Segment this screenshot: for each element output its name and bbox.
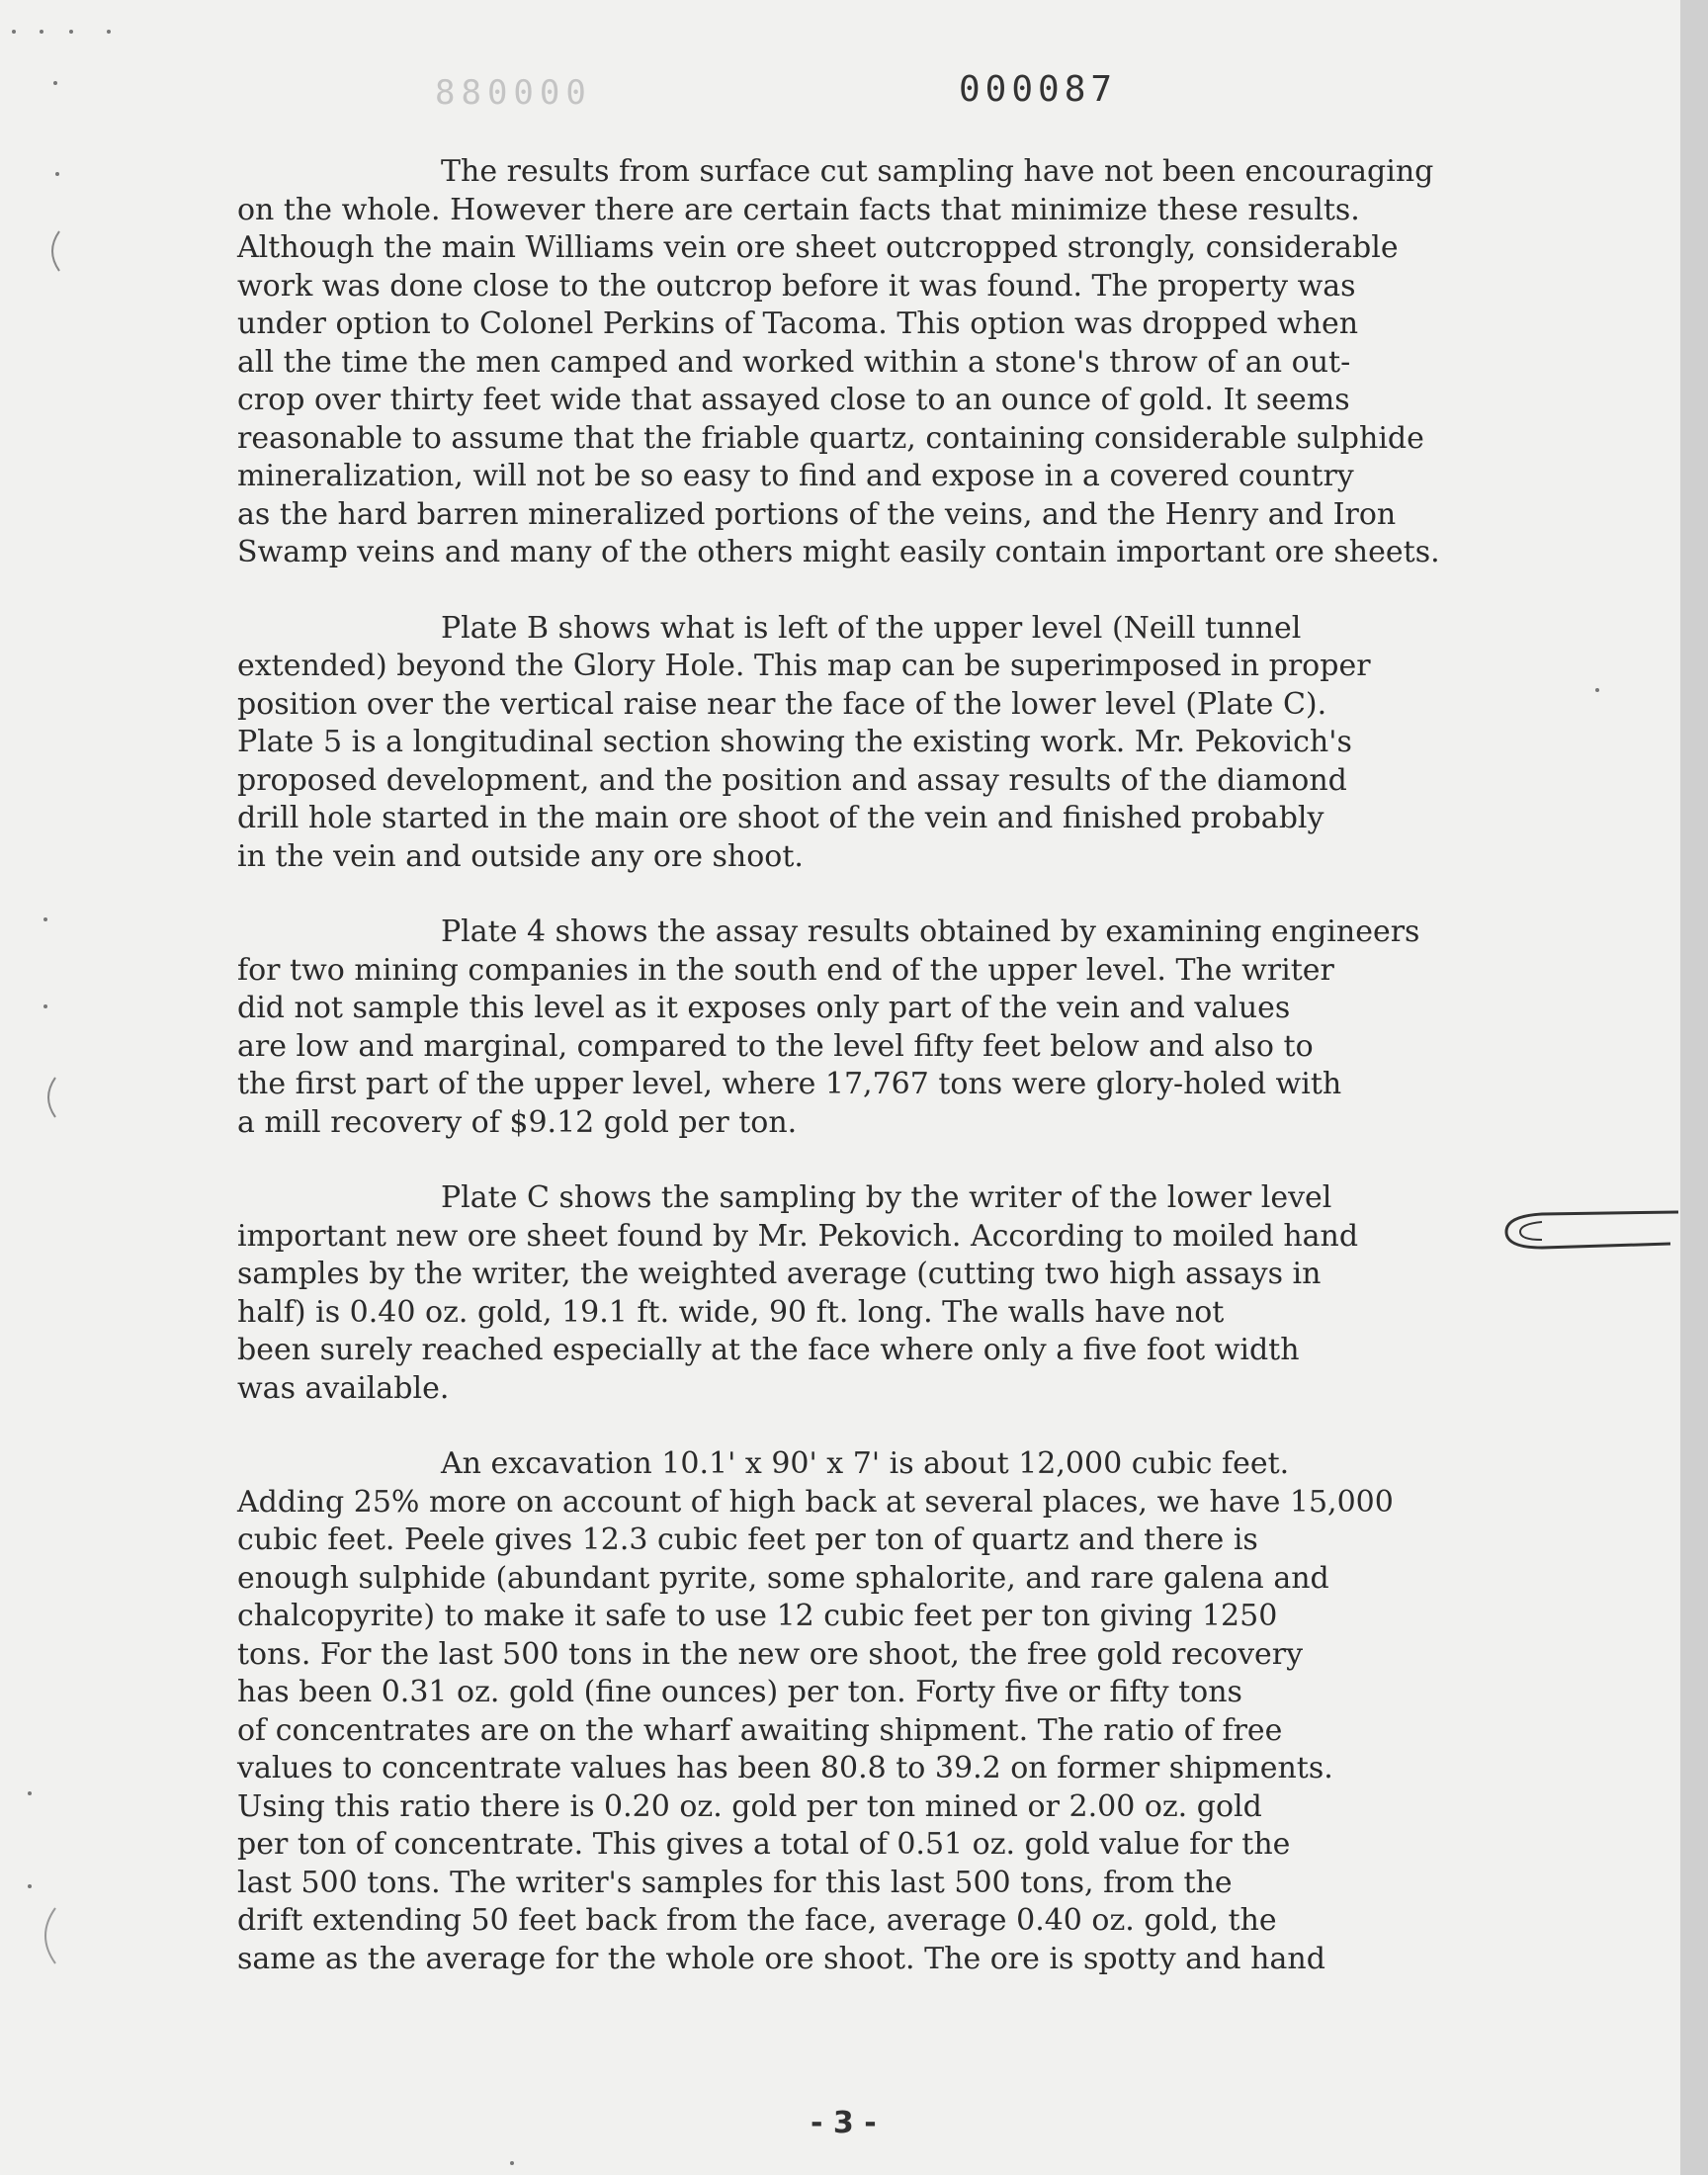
text-line: important new ore sheet found by Mr. Pekovich. According to moiled hand [237, 1218, 1359, 1254]
text-line: drill hole started in the main ore shoot of the vein and finished probably [237, 801, 1324, 835]
text-line: samples by the writer, the weighted average (cutting two high assays in [237, 1257, 1322, 1291]
text-line: been surely reached especially at the face where only a five foot width [237, 1333, 1300, 1367]
text-line: per ton of concentrate. This gives a total of 0.51 oz. gold value for the [237, 1827, 1291, 1862]
scan-speck [43, 917, 47, 921]
text-line: values to concentrate values has been 80.8 to 39.2 on former shipments. [237, 1751, 1333, 1785]
scan-speck [107, 30, 111, 34]
text-line: in the vein and outside any ore shoot. [237, 838, 804, 874]
text-line: The results from surface cut sampling have not been encouraging [441, 154, 1434, 189]
scan-speck [28, 1791, 32, 1795]
hole-punch-mark [34, 1906, 61, 1965]
text-line: last 500 tons. The writer's samples for this last 500 tons, from the [237, 1865, 1233, 1900]
text-line: mineralization, will not be so easy to find and expose in a covered country [237, 459, 1354, 493]
paragraph-plate-4 [237, 914, 1601, 1142]
text-line: proposed development, and the position and assay results of the diamond [237, 762, 1347, 798]
scan-speck [69, 30, 73, 34]
scan-speck [510, 2161, 514, 2165]
paper-clip-mark [1502, 1208, 1680, 1256]
text-line: chalcopyrite) to make it safe to use 12 cubic feet per ton giving 1250 [237, 1599, 1278, 1633]
text-line: as the hard barren mineralized portions of the veins, and the Henry and Iron [237, 496, 1397, 532]
text-line: Although the main Williams vein ore sheet outcropped strongly, considerable [237, 230, 1399, 265]
text-line: enough sulphide (abundant pyrite, some sphalorite, and rare galena and [237, 1560, 1329, 1596]
text-line: Swamp veins and many of the others might easily contain important ore sheets. [237, 535, 1440, 569]
text-line: Using this ratio there is 0.20 oz. gold per ton mined or 2.00 oz. gold [237, 1788, 1262, 1824]
text-line: Adding 25% more on account of high back at several places, we have 15,000 [237, 1484, 1394, 1520]
paragraph-plate-c [237, 1179, 1601, 1408]
text-line: a mill recovery of $9.12 gold per ton. [237, 1104, 798, 1140]
text-line: half) is 0.40 oz. gold, 19.1 ft. wide, 90 ft. long. The walls have not [237, 1294, 1225, 1330]
text-line: crop over thirty feet wide that assayed close to an ounce of gold. It seems [237, 383, 1350, 417]
hole-punch-mark [43, 229, 63, 273]
text-line: all the time the men camped and worked within a stone's throw of an out- [237, 344, 1351, 380]
scan-speck [40, 30, 43, 34]
text-line: was available. [237, 1370, 450, 1406]
text-line: are low and marginal, compared to the level fifty feet below and also to [237, 1028, 1314, 1064]
text-line: Plate 4 shows the assay results obtained by examining engineers [441, 914, 1420, 949]
paragraph-plate-b [237, 610, 1601, 877]
text-line: cubic feet. Peele gives 12.3 cubic feet per ton of quartz and there is [237, 1522, 1258, 1557]
scan-speck [53, 81, 57, 85]
scan-speck [43, 1004, 47, 1008]
text-line: same as the average for the whole ore shoot. The ore is spotty and hand [237, 1941, 1325, 1976]
text-line: under option to Colonel Perkins of Tacoma. This option was dropped when [237, 306, 1359, 341]
text-line: has been 0.31 oz. gold (fine ounces) per ton. Forty five or fifty tons [237, 1675, 1242, 1709]
scan-border [1680, 0, 1708, 2175]
text-line: Plate 5 is a longitudinal section showing the existing work. Mr. Pekovich's [237, 725, 1352, 759]
scan-speck [55, 172, 59, 176]
text-line: on the whole. However there are certain facts that minimize these results. [237, 192, 1360, 227]
text-line: Plate C shows the sampling by the writer of the lower level [441, 1180, 1332, 1215]
text-line: extended) beyond the Glory Hole. This map can be superimposed in proper [237, 649, 1371, 683]
text-line: tons. For the last 500 tons in the new ore shoot, the free gold recovery [237, 1636, 1304, 1672]
text-line: reasonable to assume that the friable quartz, containing considerable sulphide [237, 420, 1424, 456]
text-line: Plate B shows what is left of the upper level (Neill tunnel [441, 610, 1302, 646]
page-number: - 3 - [811, 2106, 877, 2140]
text-line: did not sample this level as it exposes only part of the vein and values [237, 991, 1291, 1025]
text-line: work was done close to the outcrop before it was found. The property was [237, 268, 1356, 304]
text-line: the first part of the upper level, where 17,767 tons were glory-holed with [237, 1067, 1342, 1101]
faint-control-number-stamp: 880000 [435, 73, 592, 113]
text-line: An excavation 10.1' x 90' x 7' is about 12,000 cubic feet. [441, 1446, 1290, 1481]
scan-speck [28, 1884, 32, 1888]
hole-punch-mark [40, 1076, 59, 1119]
text-line: of concentrates are on the wharf awaiting shipment. The ratio of free [237, 1712, 1283, 1748]
text-line: for two mining companies in the south end of the upper level. The writer [237, 952, 1334, 988]
paragraph-excavation [237, 1445, 1601, 1978]
document-body [237, 153, 1601, 2016]
text-line: drift extending 50 feet back from the face, average 0.40 oz. gold, the [237, 1903, 1277, 1938]
text-line: position over the vertical raise near the face of the lower level (Plate C). [237, 686, 1327, 722]
scan-speck [1595, 688, 1599, 692]
paragraph-surface-sampling [237, 153, 1601, 572]
control-number-stamp: 000087 [959, 69, 1118, 110]
scan-speck [12, 30, 16, 34]
